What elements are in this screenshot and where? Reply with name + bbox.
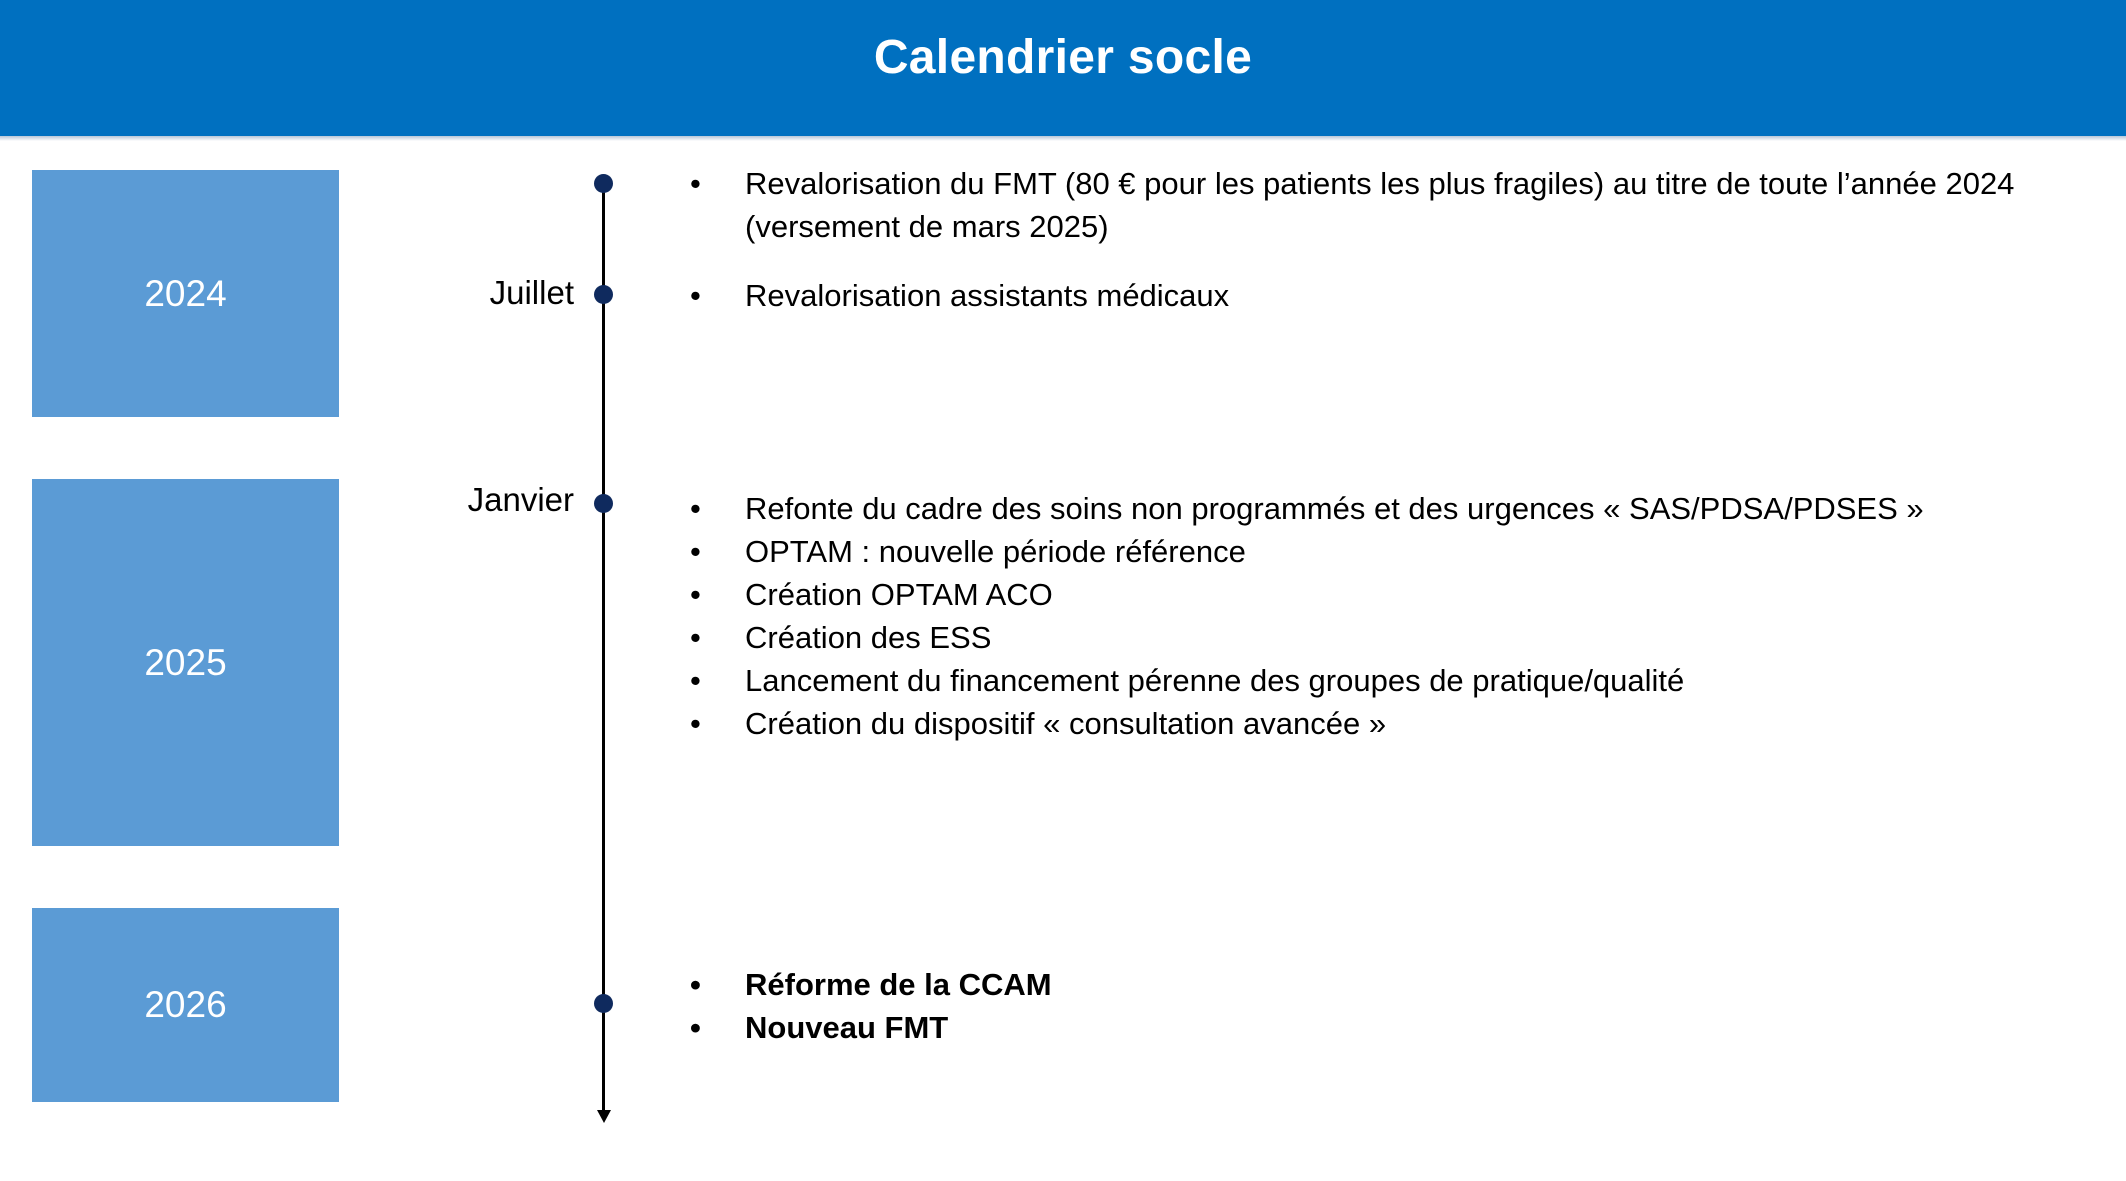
bullet-list-2024-b bbox=[690, 274, 2100, 317]
bullet-icon: • bbox=[690, 278, 701, 313]
timeline-dot bbox=[594, 174, 613, 193]
list-item-text: Création OPTAM ACO bbox=[745, 577, 1053, 612]
timeline-arrow-icon bbox=[597, 1110, 611, 1123]
list-item bbox=[690, 659, 2100, 702]
list-item bbox=[690, 963, 2100, 1006]
list-item-text: Revalorisation du FMT (80 € pour les patients les plus fragiles) au titre de toute l’année 2024 (versement de mars 2025) bbox=[745, 166, 2015, 244]
list-item bbox=[690, 162, 2100, 248]
month-label-juillet: Juillet bbox=[489, 274, 574, 311]
year-box-2025: 2025 bbox=[32, 479, 339, 846]
list-item bbox=[690, 573, 2100, 616]
list-item bbox=[690, 702, 2100, 745]
list-item-text: Réforme de la CCAM bbox=[745, 967, 1052, 1002]
list-item bbox=[690, 1006, 2100, 1049]
list-item bbox=[690, 487, 2100, 530]
list-item bbox=[690, 530, 2100, 573]
timeline-dot bbox=[594, 494, 613, 513]
list-item bbox=[690, 616, 2100, 659]
bullet-icon: • bbox=[690, 663, 701, 698]
bullet-icon: • bbox=[690, 1010, 701, 1045]
page-title: Calendrier socle bbox=[873, 31, 1253, 84]
bullet-list-2024-a bbox=[690, 162, 2100, 248]
header-shadow bbox=[0, 136, 2126, 141]
bullet-icon: • bbox=[690, 967, 701, 1002]
bullet-list-2025 bbox=[690, 487, 2100, 745]
bullet-icon: • bbox=[690, 706, 701, 741]
year-box-2026: 2026 bbox=[32, 908, 339, 1102]
list-item-text: Revalorisation assistants médicaux bbox=[745, 278, 1230, 313]
list-item-text: Nouveau FMT bbox=[745, 1010, 949, 1045]
list-item-text: Création du dispositif « consultation avancée » bbox=[745, 706, 1387, 741]
list-item bbox=[690, 274, 2100, 317]
timeline-dot bbox=[594, 994, 613, 1013]
timeline-line bbox=[602, 183, 605, 1113]
bullet-icon: • bbox=[690, 620, 701, 655]
year-box-2024: 2024 bbox=[32, 170, 339, 417]
bullet-list-2026 bbox=[690, 963, 2100, 1049]
timeline-dot bbox=[594, 285, 613, 304]
list-item-text: Lancement du financement pérenne des groupes de pratique/qualité bbox=[745, 663, 1685, 698]
list-item-text: OPTAM : nouvelle période référence bbox=[745, 534, 1246, 569]
bullet-icon: • bbox=[690, 577, 701, 612]
list-item-text: Refonte du cadre des soins non programmés et des urgences « SAS/PDSA/PDSES » bbox=[745, 491, 1924, 526]
bullet-icon: • bbox=[690, 166, 701, 201]
bullet-icon: • bbox=[690, 491, 701, 526]
month-label-janvier: Janvier bbox=[467, 481, 574, 518]
bullet-icon: • bbox=[690, 534, 701, 569]
list-item-text: Création des ESS bbox=[745, 620, 992, 655]
